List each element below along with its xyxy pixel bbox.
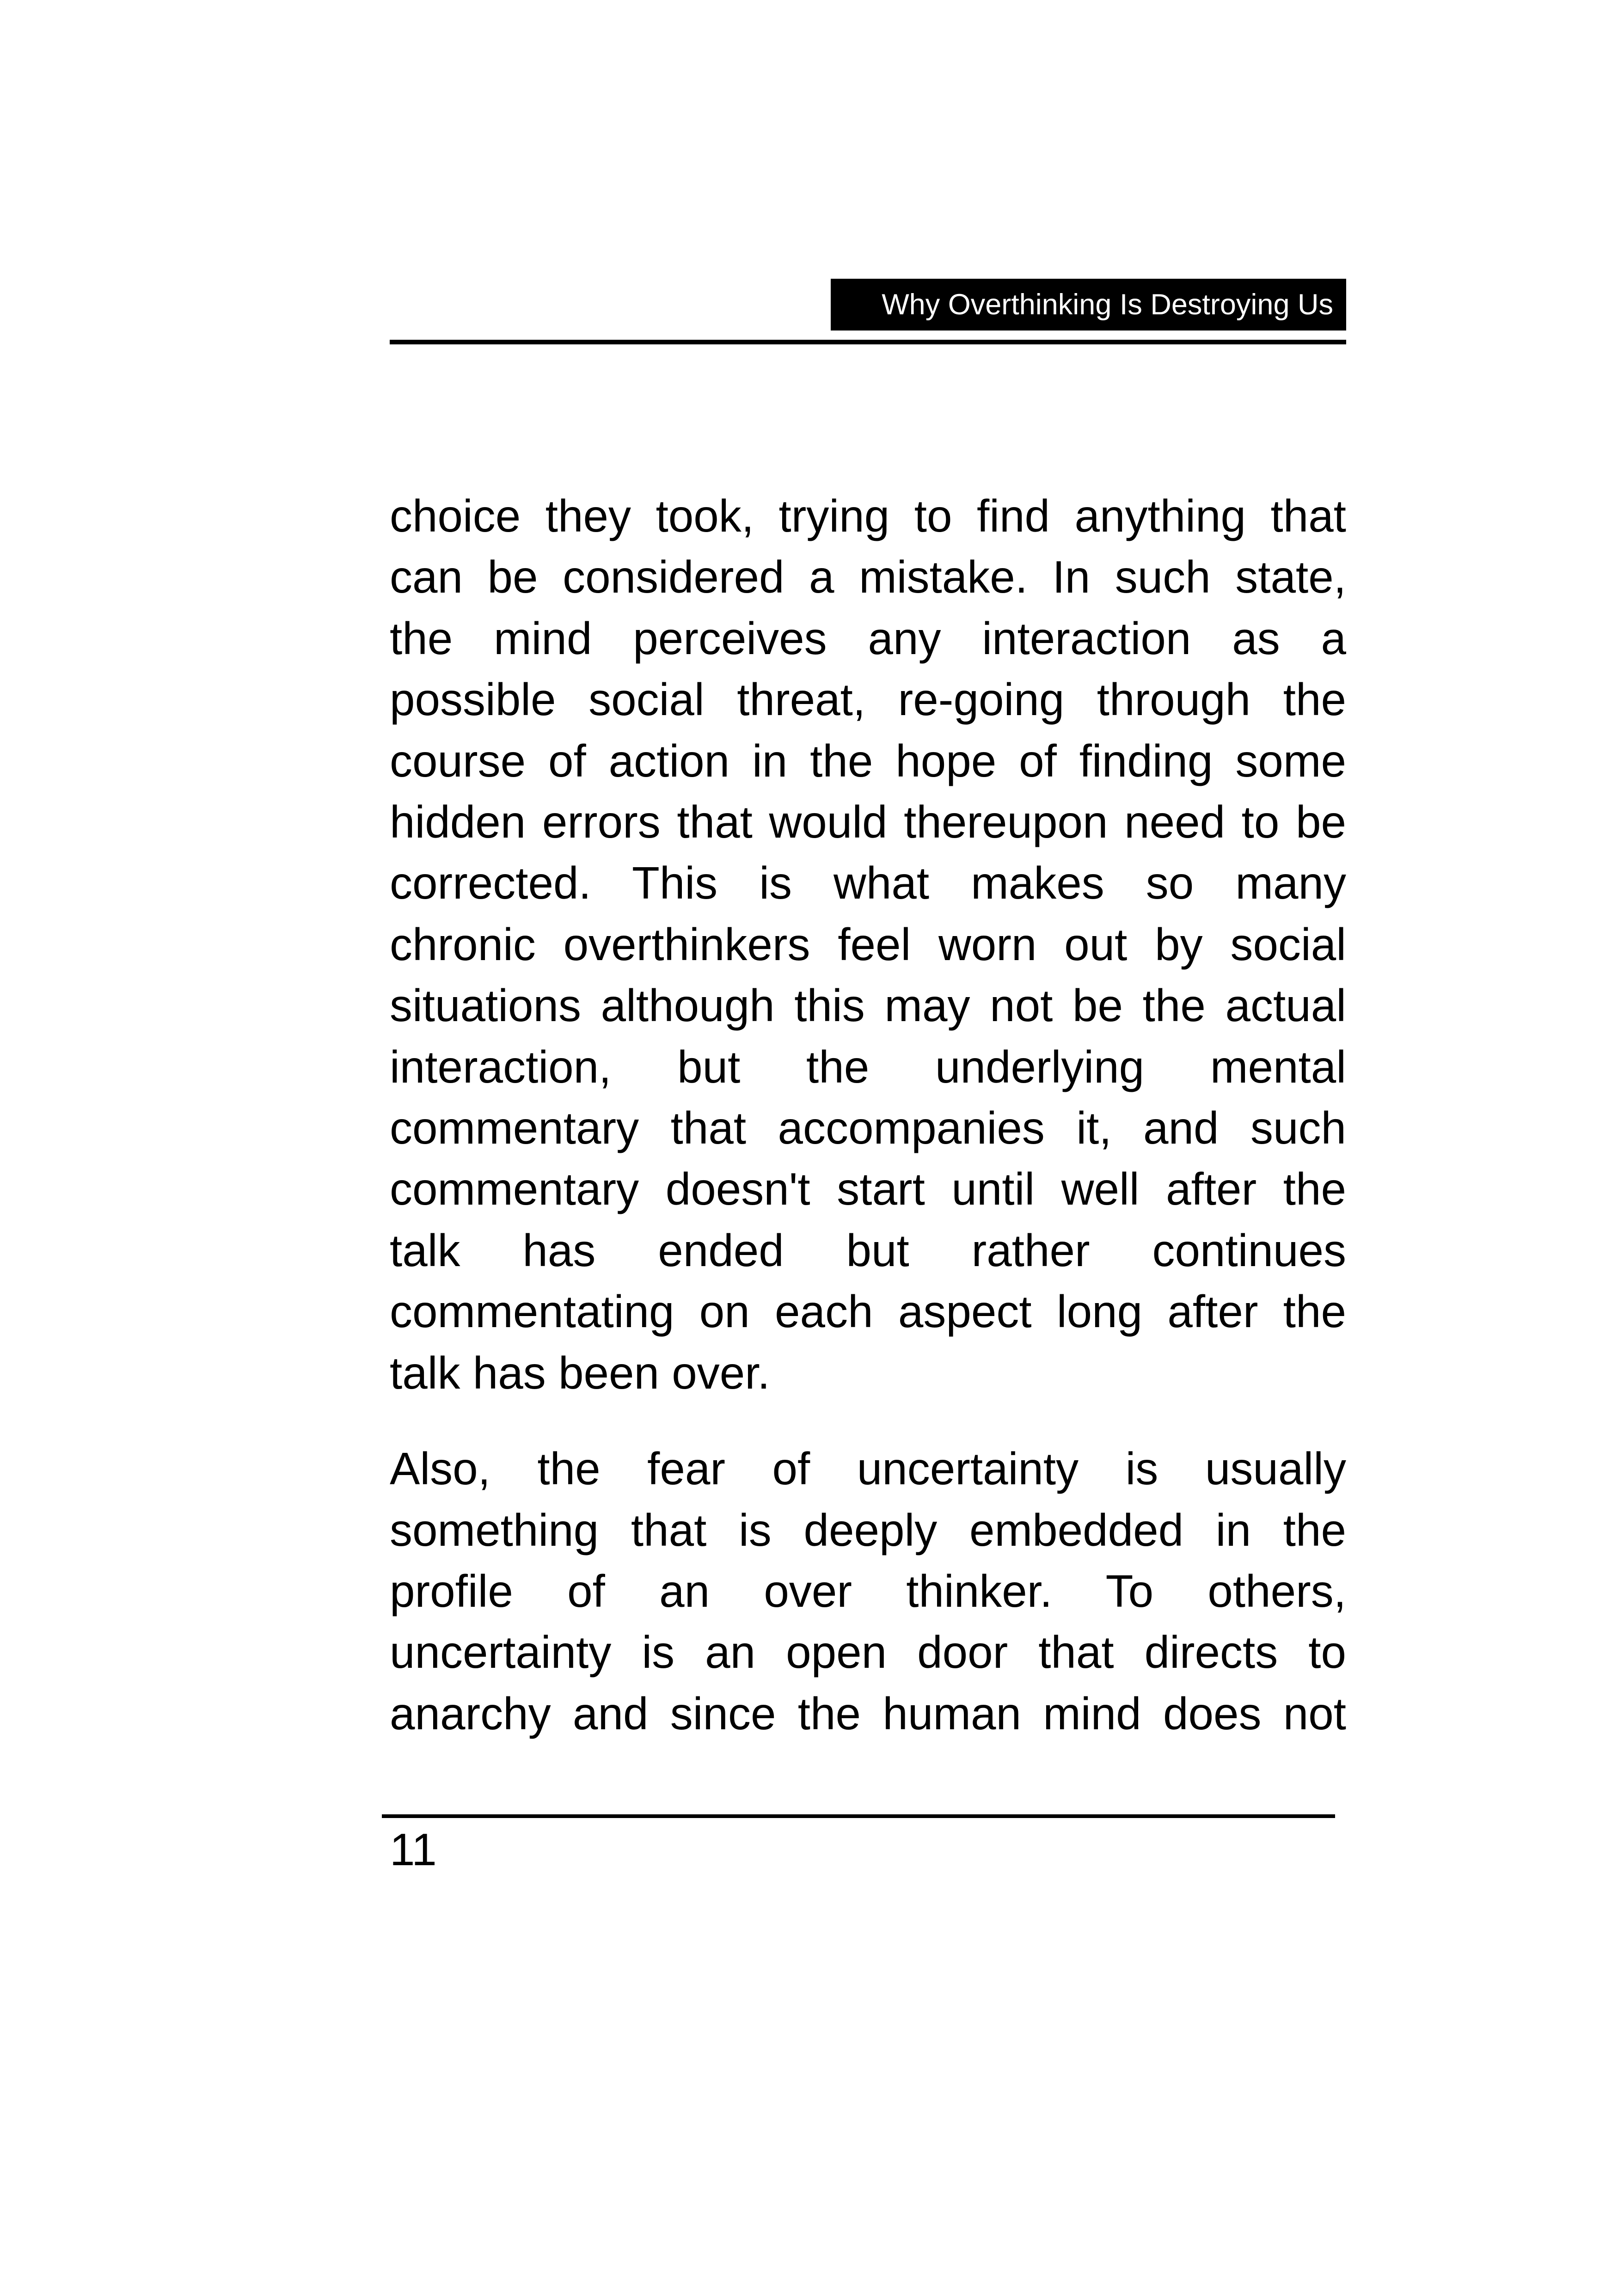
body-text [390,485,1346,1744]
text-line: anarchy and since the human mind does not [390,1688,1346,1739]
footer-rule [382,1814,1335,1818]
text-line: hidden errors that would thereupon need to be [390,796,1346,848]
text-line: commentary doesn't start until well after the [390,1163,1346,1215]
text-line: situations although this may not be the actual [390,980,1346,1031]
paragraph-1 [390,485,1346,1403]
text-line: Also, the fear of uncertainty is usually [390,1443,1346,1494]
text-line: profile of an over thinker. To others, [390,1565,1346,1616]
text-line: interaction, but the underlying mental [390,1041,1346,1092]
text-line: commentating on each aspect long after the [390,1286,1346,1337]
text-line: uncertainty is an open door that directs to [390,1627,1346,1678]
header-rule [390,340,1346,344]
text-line: corrected. This is what makes so many [390,857,1346,909]
paragraph-spacer [390,1403,1346,1438]
text-line: choice they took, trying to find anything that [390,490,1346,541]
text-line: possible social threat, re-going through the [390,674,1346,725]
text-line: talk has been over. [390,1347,770,1398]
text-line: the mind perceives any interaction as a [390,612,1346,664]
text-line: commentary that accompanies it, and such [390,1102,1346,1154]
text-line: talk has ended but rather continues [390,1225,1346,1276]
text-line: can be considered a mistake. In such state, [390,551,1346,603]
text-line: course of action in the hope of finding some [390,735,1346,786]
running-head-title: Why Overthinking Is Destroying Us [831,279,1346,331]
text-line: chronic overthinkers feel worn out by social [390,918,1346,970]
paragraph-2 [390,1438,1346,1744]
text-line: something that is deeply embedded in the [390,1504,1346,1555]
page-number: 11 [390,1824,437,1875]
